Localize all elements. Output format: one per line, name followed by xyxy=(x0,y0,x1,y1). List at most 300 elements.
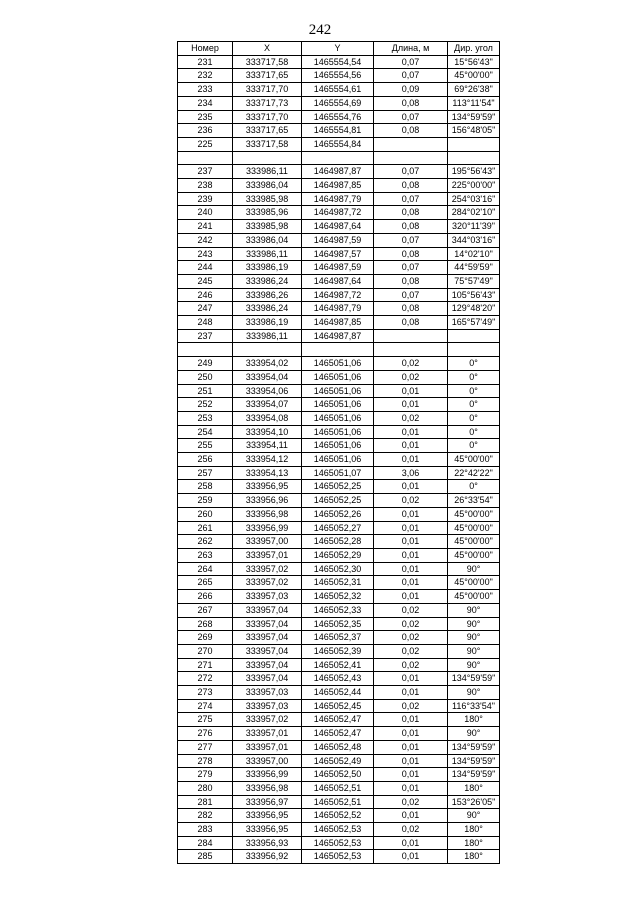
cell-x: 333957,02 xyxy=(233,713,302,727)
cell-y: 1465052,28 xyxy=(302,535,374,549)
cell-length: 0,08 xyxy=(374,302,448,316)
cell-x: 333956,93 xyxy=(233,836,302,850)
cell-x: 333985,98 xyxy=(233,220,302,234)
cell-length: 0,01 xyxy=(374,781,448,795)
coordinates-table xyxy=(177,41,500,864)
table-header xyxy=(178,42,500,56)
header-row xyxy=(178,42,500,56)
cell-y: 1465554,81 xyxy=(302,124,374,138)
cell-length: 0,02 xyxy=(374,631,448,645)
cell-x: 333986,24 xyxy=(233,274,302,288)
cell-length: 0,01 xyxy=(374,672,448,686)
cell-x: 333986,11 xyxy=(233,247,302,261)
cell-number: 247 xyxy=(178,302,233,316)
cell-direction-angle: 134°59'59" xyxy=(448,754,500,768)
table-row xyxy=(178,466,500,480)
cell-number: 235 xyxy=(178,110,233,124)
cell-y: 1465052,32 xyxy=(302,590,374,604)
cell-y: 1465051,06 xyxy=(302,357,374,371)
cell-direction-angle: 0° xyxy=(448,357,500,371)
cell-y: 1465554,61 xyxy=(302,83,374,97)
cell-length: 0,01 xyxy=(374,686,448,700)
cell-number: 248 xyxy=(178,316,233,330)
cell-y: 1464987,72 xyxy=(302,206,374,220)
cell-direction-angle: 0° xyxy=(448,425,500,439)
cell-length: 0,02 xyxy=(374,644,448,658)
table-row xyxy=(178,795,500,809)
cell-direction-angle: 180° xyxy=(448,836,500,850)
cell-length: 0,01 xyxy=(374,713,448,727)
cell-number: 277 xyxy=(178,740,233,754)
cell-x: 333986,26 xyxy=(233,288,302,302)
cell-y: 1465052,53 xyxy=(302,850,374,864)
cell-y: 1465051,06 xyxy=(302,425,374,439)
cell-direction-angle: 90° xyxy=(448,644,500,658)
cell-length: 0,01 xyxy=(374,590,448,604)
cell-x: 333957,01 xyxy=(233,727,302,741)
cell-direction-angle: 116°33'54" xyxy=(448,699,500,713)
cell-x: 333957,04 xyxy=(233,603,302,617)
cell-direction-angle: 0° xyxy=(448,370,500,384)
cell-x: 333956,98 xyxy=(233,781,302,795)
cell-length: 0,01 xyxy=(374,727,448,741)
cell-x: 333954,02 xyxy=(233,357,302,371)
cell-x: 333957,02 xyxy=(233,562,302,576)
cell-x: 333986,24 xyxy=(233,302,302,316)
column-header-length: Длина, м xyxy=(374,42,448,56)
cell-number: 236 xyxy=(178,124,233,138)
cell-direction-angle: 45°00'00" xyxy=(448,453,500,467)
cell-x: 333957,03 xyxy=(233,686,302,700)
cell-direction-angle: 134°59'59" xyxy=(448,110,500,124)
cell-direction-angle: 45°00'00" xyxy=(448,548,500,562)
cell-x: 333986,19 xyxy=(233,261,302,275)
table-row xyxy=(178,165,500,179)
cell-x: 333957,01 xyxy=(233,548,302,562)
cell-y: 1465052,52 xyxy=(302,809,374,823)
cell-number: 249 xyxy=(178,357,233,371)
cell-direction-angle: 134°59'59" xyxy=(448,672,500,686)
table-row xyxy=(178,357,500,371)
cell-direction-angle: 225°00'00" xyxy=(448,179,500,193)
cell-number: 283 xyxy=(178,823,233,837)
cell-length: 0,02 xyxy=(374,370,448,384)
table-row xyxy=(178,316,500,330)
cell-number: 239 xyxy=(178,192,233,206)
table-row xyxy=(178,343,500,357)
table-row xyxy=(178,548,500,562)
cell-length: 0,08 xyxy=(374,247,448,261)
cell-length: 0,02 xyxy=(374,699,448,713)
cell-direction-angle: 90° xyxy=(448,686,500,700)
cell-direction-angle: 180° xyxy=(448,823,500,837)
cell-y: 1465052,29 xyxy=(302,548,374,562)
cell-direction-angle: 75°57'49" xyxy=(448,274,500,288)
cell-direction-angle: 90° xyxy=(448,631,500,645)
cell-direction-angle: 44°59'59" xyxy=(448,261,500,275)
cell-x: 333956,99 xyxy=(233,521,302,535)
cell-number xyxy=(178,151,233,165)
cell-direction-angle: 15°56'43" xyxy=(448,55,500,69)
cell-length: 0,09 xyxy=(374,83,448,97)
cell-x: 333956,95 xyxy=(233,823,302,837)
table-row xyxy=(178,754,500,768)
cell-direction-angle: 344°03'16" xyxy=(448,233,500,247)
cell-length xyxy=(374,137,448,151)
cell-number: 246 xyxy=(178,288,233,302)
cell-direction-angle: 284°02'10" xyxy=(448,206,500,220)
cell-number: 270 xyxy=(178,644,233,658)
cell-x: 333954,08 xyxy=(233,411,302,425)
table-row xyxy=(178,644,500,658)
table-row xyxy=(178,850,500,864)
cell-x: 333956,97 xyxy=(233,795,302,809)
table-row xyxy=(178,179,500,193)
cell-length: 0,02 xyxy=(374,795,448,809)
cell-y: 1465052,51 xyxy=(302,795,374,809)
cell-x: 333717,58 xyxy=(233,137,302,151)
table-row xyxy=(178,288,500,302)
cell-number: 231 xyxy=(178,55,233,69)
cell-number: 254 xyxy=(178,425,233,439)
cell-number: 252 xyxy=(178,398,233,412)
column-header-y: Y xyxy=(302,42,374,56)
cell-length: 0,01 xyxy=(374,439,448,453)
cell-length: 0,08 xyxy=(374,316,448,330)
cell-length: 0,02 xyxy=(374,603,448,617)
cell-y: 1465052,31 xyxy=(302,576,374,590)
cell-direction-angle: 129°48'20" xyxy=(448,302,500,316)
cell-number: 265 xyxy=(178,576,233,590)
cell-number: 253 xyxy=(178,411,233,425)
cell-length: 0,01 xyxy=(374,836,448,850)
table-row xyxy=(178,521,500,535)
cell-number: 240 xyxy=(178,206,233,220)
cell-y: 1464987,64 xyxy=(302,220,374,234)
cell-x: 333954,06 xyxy=(233,384,302,398)
table-row xyxy=(178,480,500,494)
cell-x: 333956,95 xyxy=(233,480,302,494)
cell-number: 258 xyxy=(178,480,233,494)
cell-number: 279 xyxy=(178,768,233,782)
cell-x: 333956,92 xyxy=(233,850,302,864)
cell-direction-angle: 26°33'54" xyxy=(448,494,500,508)
cell-direction-angle: 134°59'59" xyxy=(448,740,500,754)
cell-number: 234 xyxy=(178,96,233,110)
cell-x xyxy=(233,343,302,357)
cell-x: 333957,00 xyxy=(233,754,302,768)
cell-y: 1465051,06 xyxy=(302,398,374,412)
cell-length: 0,01 xyxy=(374,754,448,768)
cell-length: 0,07 xyxy=(374,192,448,206)
cell-length: 0,01 xyxy=(374,398,448,412)
cell-x: 333957,03 xyxy=(233,699,302,713)
cell-length: 0,08 xyxy=(374,96,448,110)
cell-y: 1465052,47 xyxy=(302,727,374,741)
cell-number: 273 xyxy=(178,686,233,700)
cell-x: 333954,12 xyxy=(233,453,302,467)
cell-number: 267 xyxy=(178,603,233,617)
cell-y: 1465051,06 xyxy=(302,370,374,384)
cell-direction-angle: 0° xyxy=(448,480,500,494)
cell-number: 245 xyxy=(178,274,233,288)
cell-x: 333956,99 xyxy=(233,768,302,782)
cell-y: 1465052,53 xyxy=(302,836,374,850)
table-row xyxy=(178,247,500,261)
cell-x: 333717,73 xyxy=(233,96,302,110)
cell-direction-angle: 0° xyxy=(448,384,500,398)
cell-x: 333986,11 xyxy=(233,165,302,179)
table-row xyxy=(178,836,500,850)
cell-number: 271 xyxy=(178,658,233,672)
cell-y: 1464987,79 xyxy=(302,192,374,206)
cell-length: 0,01 xyxy=(374,425,448,439)
cell-y: 1465052,53 xyxy=(302,823,374,837)
table-row xyxy=(178,631,500,645)
cell-direction-angle: 90° xyxy=(448,562,500,576)
cell-y: 1464987,87 xyxy=(302,329,374,343)
cell-direction-angle: 165°57'49" xyxy=(448,316,500,330)
table-row xyxy=(178,124,500,138)
cell-direction-angle: 14°02'10" xyxy=(448,247,500,261)
table-row xyxy=(178,233,500,247)
cell-length: 0,02 xyxy=(374,494,448,508)
cell-x: 333957,04 xyxy=(233,617,302,631)
cell-x: 333954,07 xyxy=(233,398,302,412)
cell-direction-angle: 153°26'05" xyxy=(448,795,500,809)
cell-direction-angle: 0° xyxy=(448,411,500,425)
cell-y: 1465052,25 xyxy=(302,480,374,494)
cell-x: 333957,04 xyxy=(233,644,302,658)
cell-direction-angle: 180° xyxy=(448,781,500,795)
cell-direction-angle: 156°48'05" xyxy=(448,124,500,138)
cell-number: 284 xyxy=(178,836,233,850)
cell-y xyxy=(302,151,374,165)
cell-number: 242 xyxy=(178,233,233,247)
cell-length: 0,08 xyxy=(374,206,448,220)
cell-x: 333956,98 xyxy=(233,507,302,521)
table-row xyxy=(178,329,500,343)
cell-y: 1464987,59 xyxy=(302,261,374,275)
cell-direction-angle: 134°59'59" xyxy=(448,768,500,782)
cell-number: 257 xyxy=(178,466,233,480)
cell-direction-angle xyxy=(448,137,500,151)
cell-number: 280 xyxy=(178,781,233,795)
cell-number: 237 xyxy=(178,329,233,343)
cell-y: 1465052,25 xyxy=(302,494,374,508)
cell-x: 333985,96 xyxy=(233,206,302,220)
cell-length: 0,01 xyxy=(374,453,448,467)
table-row xyxy=(178,439,500,453)
cell-direction-angle: 90° xyxy=(448,727,500,741)
cell-direction-angle: 45°00'00" xyxy=(448,521,500,535)
cell-number: 232 xyxy=(178,69,233,83)
table-row xyxy=(178,809,500,823)
cell-x: 333717,65 xyxy=(233,124,302,138)
cell-length: 0,08 xyxy=(374,220,448,234)
cell-number: 274 xyxy=(178,699,233,713)
cell-direction-angle: 105°56'43" xyxy=(448,288,500,302)
table-row xyxy=(178,96,500,110)
column-header-direction-angle: Дир. угол xyxy=(448,42,500,56)
cell-length: 0,02 xyxy=(374,658,448,672)
cell-y: 1465052,45 xyxy=(302,699,374,713)
cell-y: 1465554,54 xyxy=(302,55,374,69)
cell-length: 0,01 xyxy=(374,384,448,398)
cell-direction-angle xyxy=(448,343,500,357)
cell-direction-angle xyxy=(448,151,500,165)
cell-length: 0,08 xyxy=(374,179,448,193)
cell-x: 333986,11 xyxy=(233,329,302,343)
table-row xyxy=(178,274,500,288)
cell-length: 0,02 xyxy=(374,411,448,425)
cell-number xyxy=(178,343,233,357)
cell-number: 250 xyxy=(178,370,233,384)
cell-number: 272 xyxy=(178,672,233,686)
table-row xyxy=(178,398,500,412)
cell-y: 1465052,41 xyxy=(302,658,374,672)
table-row xyxy=(178,261,500,275)
cell-number: 269 xyxy=(178,631,233,645)
cell-y: 1465052,48 xyxy=(302,740,374,754)
cell-y: 1464987,87 xyxy=(302,165,374,179)
cell-x: 333954,13 xyxy=(233,466,302,480)
table-row xyxy=(178,137,500,151)
cell-direction-angle xyxy=(448,329,500,343)
cell-length: 0,01 xyxy=(374,809,448,823)
cell-number: 262 xyxy=(178,535,233,549)
table-row xyxy=(178,302,500,316)
cell-direction-angle: 22°42'22" xyxy=(448,466,500,480)
cell-direction-angle: 320°11'39" xyxy=(448,220,500,234)
table-row xyxy=(178,151,500,165)
cell-y: 1464987,72 xyxy=(302,288,374,302)
cell-length: 0,02 xyxy=(374,357,448,371)
page-number: 242 xyxy=(308,22,332,38)
cell-length: 0,08 xyxy=(374,124,448,138)
table-row xyxy=(178,672,500,686)
cell-direction-angle: 45°00'00" xyxy=(448,507,500,521)
cell-number: 238 xyxy=(178,179,233,193)
cell-number: 261 xyxy=(178,521,233,535)
cell-number: 225 xyxy=(178,137,233,151)
cell-direction-angle: 90° xyxy=(448,617,500,631)
table-row xyxy=(178,55,500,69)
cell-y: 1465051,06 xyxy=(302,453,374,467)
cell-y: 1464987,59 xyxy=(302,233,374,247)
cell-length: 0,01 xyxy=(374,740,448,754)
cell-length: 0,07 xyxy=(374,233,448,247)
cell-length xyxy=(374,329,448,343)
cell-direction-angle: 180° xyxy=(448,850,500,864)
table-row xyxy=(178,83,500,97)
cell-x: 333957,02 xyxy=(233,576,302,590)
column-header-number: Номер xyxy=(178,42,233,56)
cell-y: 1464987,64 xyxy=(302,274,374,288)
cell-length xyxy=(374,151,448,165)
cell-x: 333954,11 xyxy=(233,439,302,453)
cell-x: 333954,04 xyxy=(233,370,302,384)
cell-y: 1465051,06 xyxy=(302,439,374,453)
table-row xyxy=(178,768,500,782)
cell-direction-angle: 90° xyxy=(448,809,500,823)
table-row xyxy=(178,686,500,700)
cell-x: 333957,01 xyxy=(233,740,302,754)
cell-direction-angle: 113°11'54" xyxy=(448,96,500,110)
cell-x: 333957,00 xyxy=(233,535,302,549)
cell-length: 0,07 xyxy=(374,261,448,275)
table-row xyxy=(178,535,500,549)
cell-y: 1465554,69 xyxy=(302,96,374,110)
cell-y: 1464987,57 xyxy=(302,247,374,261)
cell-length: 0,01 xyxy=(374,562,448,576)
cell-length: 0,01 xyxy=(374,768,448,782)
cell-y: 1464987,85 xyxy=(302,179,374,193)
cell-number: 263 xyxy=(178,548,233,562)
table-row xyxy=(178,823,500,837)
cell-x: 333985,98 xyxy=(233,192,302,206)
cell-direction-angle: 195°56'43" xyxy=(448,165,500,179)
table-row xyxy=(178,727,500,741)
cell-y xyxy=(302,343,374,357)
cell-number: 268 xyxy=(178,617,233,631)
cell-x: 333954,10 xyxy=(233,425,302,439)
table-row xyxy=(178,110,500,124)
cell-length: 0,08 xyxy=(374,274,448,288)
cell-y: 1465554,84 xyxy=(302,137,374,151)
cell-number: 251 xyxy=(178,384,233,398)
cell-x: 333956,96 xyxy=(233,494,302,508)
cell-number: 264 xyxy=(178,562,233,576)
cell-y: 1465554,56 xyxy=(302,69,374,83)
cell-number: 259 xyxy=(178,494,233,508)
table-row xyxy=(178,507,500,521)
cell-y: 1465052,26 xyxy=(302,507,374,521)
table-row xyxy=(178,617,500,631)
table-row xyxy=(178,740,500,754)
table-row xyxy=(178,713,500,727)
cell-x: 333717,70 xyxy=(233,83,302,97)
table-row xyxy=(178,384,500,398)
cell-number: 285 xyxy=(178,850,233,864)
cell-y: 1465052,50 xyxy=(302,768,374,782)
cell-length: 0,01 xyxy=(374,480,448,494)
cell-length: 0,07 xyxy=(374,110,448,124)
cell-x: 333957,04 xyxy=(233,658,302,672)
cell-y: 1465051,06 xyxy=(302,384,374,398)
cell-x: 333717,65 xyxy=(233,69,302,83)
cell-y: 1465052,44 xyxy=(302,686,374,700)
cell-direction-angle: 0° xyxy=(448,398,500,412)
table-row xyxy=(178,494,500,508)
cell-length: 0,07 xyxy=(374,288,448,302)
cell-x: 333717,58 xyxy=(233,55,302,69)
cell-x xyxy=(233,151,302,165)
cell-number: 276 xyxy=(178,727,233,741)
cell-length xyxy=(374,343,448,357)
table-row xyxy=(178,590,500,604)
cell-number: 275 xyxy=(178,713,233,727)
table-body xyxy=(178,55,500,863)
cell-number: 244 xyxy=(178,261,233,275)
table-row xyxy=(178,576,500,590)
cell-x: 333986,19 xyxy=(233,316,302,330)
cell-number: 241 xyxy=(178,220,233,234)
cell-x: 333717,70 xyxy=(233,110,302,124)
cell-y: 1465052,43 xyxy=(302,672,374,686)
cell-y: 1465052,27 xyxy=(302,521,374,535)
cell-number: 282 xyxy=(178,809,233,823)
